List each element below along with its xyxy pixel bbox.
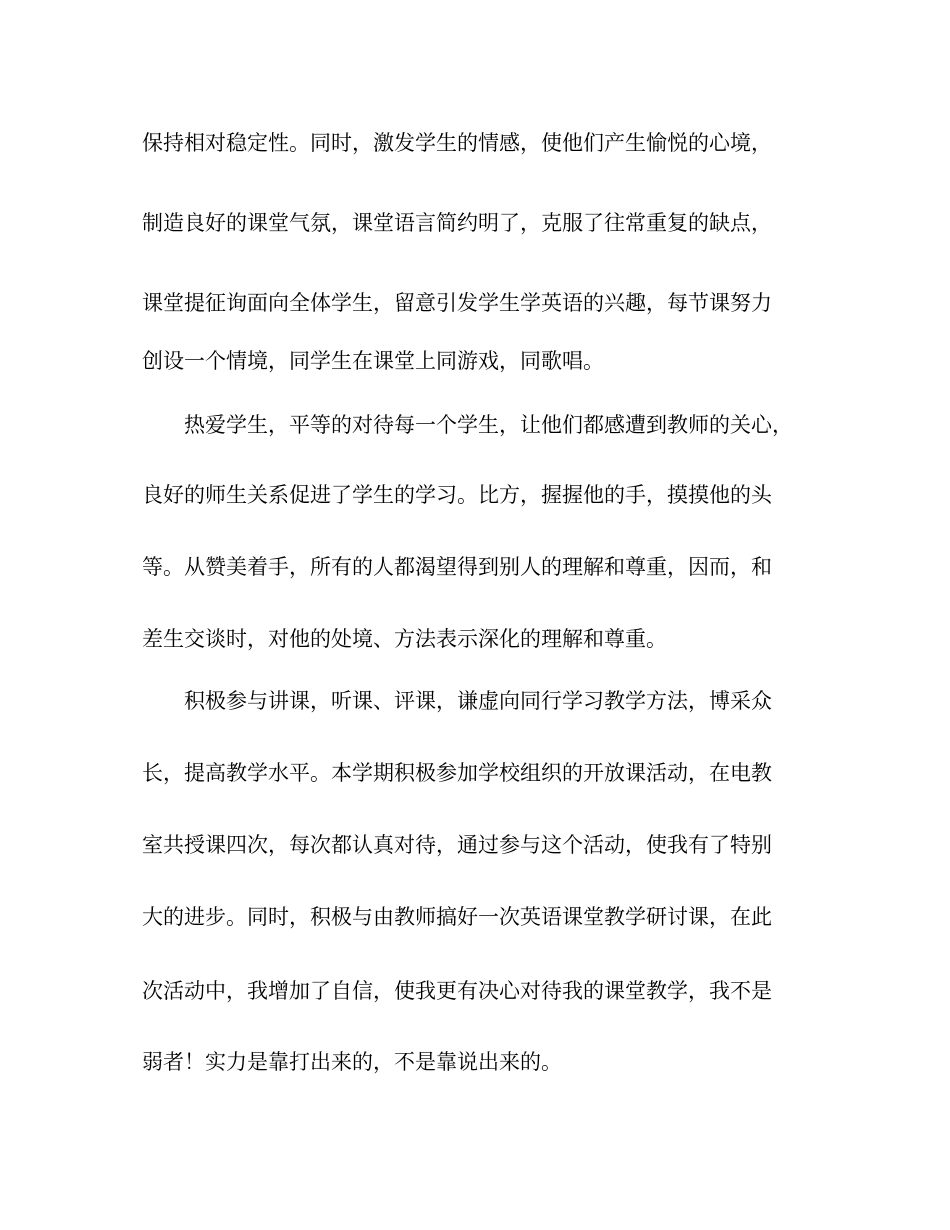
text-line: 良好的师生关系促进了学生的学习。比方，握握他的手，摸摸他的头 [142,483,772,507]
text-line: 室共授课四次，每次都认真对待，通过参与这个活动，使我有了特别 [142,833,772,857]
text-line: 课堂提征询面向全体学生，留意引发学生学英语的兴趣，每节课努力 [142,291,772,315]
text-line: 热爱学生，平等的对待每一个学生，让他们都感遭到教师的关心， [184,413,793,437]
text-line: 差生交谈时，对他的处境、方法表示深化的理解和尊重。 [142,627,667,651]
text-line: 弱者！实力是靠打出来的，不是靠说出来的。 [142,1050,562,1074]
text-line: 大的进步。同时，积极与由教师搞好一次英语课堂教学研讨课，在此 [142,905,772,929]
text-line: 创设一个情境，同学生在课堂上同游戏，同歌唱。 [142,349,604,373]
text-line: 积极参与讲课，听课、评课，谦虚向同行学习教学方法，博采众 [184,689,772,713]
text-line: 等。从赞美着手，所有的人都渴望得到别人的理解和尊重，因而，和 [142,555,772,579]
text-line: 制造良好的课堂气氛，课堂语言简约明了，克服了往常重复的缺点， [142,211,772,235]
text-line: 保持相对稳定性。同时，激发学生的情感，使他们产生愉悦的心境， [142,131,772,155]
text-line: 长，提高教学水平。本学期积极参加学校组织的开放课活动，在电教 [142,761,772,785]
text-line: 次活动中，我增加了自信，使我更有决心对待我的课堂教学，我不是 [142,979,772,1003]
